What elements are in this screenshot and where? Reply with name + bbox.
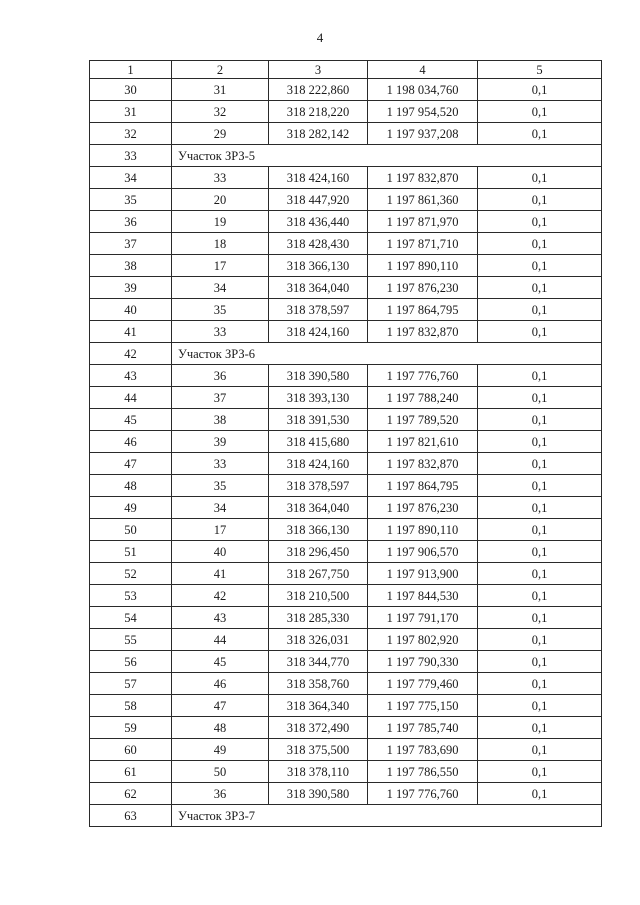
x-coordinate-cell: 318 282,142 (269, 123, 368, 145)
accuracy-cell: 0,1 (478, 629, 602, 651)
point-number-cell: 43 (172, 607, 269, 629)
table-row (90, 541, 602, 563)
x-coordinate-cell: 318 378,597 (269, 475, 368, 497)
accuracy-cell: 0,1 (478, 409, 602, 431)
table-row (90, 717, 602, 739)
row-number-cell: 55 (90, 629, 172, 651)
row-number-cell: 41 (90, 321, 172, 343)
accuracy-cell: 0,1 (478, 585, 602, 607)
table-header-row (90, 61, 602, 79)
row-number-cell: 57 (90, 673, 172, 695)
x-coordinate-cell: 318 366,130 (269, 255, 368, 277)
coordinates-table-body (90, 61, 602, 827)
point-number-cell: 50 (172, 761, 269, 783)
y-coordinate-cell: 1 197 776,760 (368, 783, 478, 805)
accuracy-cell: 0,1 (478, 651, 602, 673)
point-number-cell: 49 (172, 739, 269, 761)
point-number-cell: 32 (172, 101, 269, 123)
y-coordinate-cell: 1 197 790,330 (368, 651, 478, 673)
x-coordinate-cell: 318 428,430 (269, 233, 368, 255)
accuracy-cell: 0,1 (478, 255, 602, 277)
accuracy-cell: 0,1 (478, 717, 602, 739)
page-number: 4 (316, 30, 324, 45)
x-coordinate-cell: 318 296,450 (269, 541, 368, 563)
point-number-cell: 34 (172, 497, 269, 519)
point-number-cell: 35 (172, 475, 269, 497)
table-row (90, 629, 602, 651)
row-number-cell: 39 (90, 277, 172, 299)
accuracy-cell: 0,1 (478, 739, 602, 761)
accuracy-cell: 0,1 (478, 101, 602, 123)
x-coordinate-cell: 318 391,530 (269, 409, 368, 431)
x-coordinate-cell: 318 364,340 (269, 695, 368, 717)
row-number-cell: 58 (90, 695, 172, 717)
y-coordinate-cell: 1 197 890,110 (368, 519, 478, 541)
y-coordinate-cell: 1 197 844,530 (368, 585, 478, 607)
point-number-cell: 48 (172, 717, 269, 739)
point-number-cell: 17 (172, 255, 269, 277)
y-coordinate-cell: 1 197 785,740 (368, 717, 478, 739)
y-coordinate-cell: 1 197 779,460 (368, 673, 478, 695)
point-number-cell: 33 (172, 453, 269, 475)
accuracy-cell: 0,1 (478, 189, 602, 211)
table-row (90, 431, 602, 453)
table-row (90, 409, 602, 431)
row-number-cell: 34 (90, 167, 172, 189)
x-coordinate-cell: 318 326,031 (269, 629, 368, 651)
row-number-cell: 30 (90, 79, 172, 101)
accuracy-cell: 0,1 (478, 299, 602, 321)
accuracy-cell: 0,1 (478, 475, 602, 497)
point-number-cell: 20 (172, 189, 269, 211)
table-row (90, 761, 602, 783)
y-coordinate-cell: 1 197 832,870 (368, 167, 478, 189)
row-number-cell: 32 (90, 123, 172, 145)
section-row (90, 145, 602, 167)
point-number-cell: 19 (172, 211, 269, 233)
header-cell: 3 (269, 61, 368, 79)
row-number-cell: 43 (90, 365, 172, 387)
header-cell: 5 (478, 61, 602, 79)
header-cell: 2 (172, 61, 269, 79)
point-number-cell: 36 (172, 783, 269, 805)
table-row (90, 607, 602, 629)
header-cell: 1 (90, 61, 172, 79)
row-number-cell: 35 (90, 189, 172, 211)
table-row (90, 255, 602, 277)
table-row (90, 651, 602, 673)
x-coordinate-cell: 318 285,330 (269, 607, 368, 629)
point-number-cell: 40 (172, 541, 269, 563)
table-row (90, 189, 602, 211)
coordinates-table (89, 60, 602, 827)
y-coordinate-cell: 1 197 832,870 (368, 321, 478, 343)
row-number-cell: 54 (90, 607, 172, 629)
table-row (90, 79, 602, 101)
row-number-cell: 61 (90, 761, 172, 783)
y-coordinate-cell: 1 197 937,208 (368, 123, 478, 145)
point-number-cell: 31 (172, 79, 269, 101)
table-row (90, 673, 602, 695)
accuracy-cell: 0,1 (478, 79, 602, 101)
table-row (90, 211, 602, 233)
row-number-cell: 60 (90, 739, 172, 761)
table-row (90, 233, 602, 255)
row-number-cell: 37 (90, 233, 172, 255)
x-coordinate-cell: 318 344,770 (269, 651, 368, 673)
row-number-cell: 47 (90, 453, 172, 475)
x-coordinate-cell: 318 390,580 (269, 365, 368, 387)
row-number-cell: 44 (90, 387, 172, 409)
point-number-cell: 41 (172, 563, 269, 585)
y-coordinate-cell: 1 197 913,900 (368, 563, 478, 585)
accuracy-cell: 0,1 (478, 431, 602, 453)
accuracy-cell: 0,1 (478, 673, 602, 695)
y-coordinate-cell: 1 197 906,570 (368, 541, 478, 563)
accuracy-cell: 0,1 (478, 365, 602, 387)
x-coordinate-cell: 318 424,160 (269, 321, 368, 343)
y-coordinate-cell: 1 197 871,710 (368, 233, 478, 255)
table-row (90, 101, 602, 123)
section-row (90, 343, 602, 365)
y-coordinate-cell: 1 197 776,760 (368, 365, 478, 387)
point-number-cell: 18 (172, 233, 269, 255)
row-number-cell: 42 (90, 343, 172, 365)
x-coordinate-cell: 318 222,860 (269, 79, 368, 101)
row-number-cell: 63 (90, 805, 172, 827)
x-coordinate-cell: 318 378,110 (269, 761, 368, 783)
x-coordinate-cell: 318 210,500 (269, 585, 368, 607)
point-number-cell: 47 (172, 695, 269, 717)
point-number-cell: 33 (172, 321, 269, 343)
row-number-cell: 53 (90, 585, 172, 607)
x-coordinate-cell: 318 436,440 (269, 211, 368, 233)
x-coordinate-cell: 318 267,750 (269, 563, 368, 585)
row-number-cell: 59 (90, 717, 172, 739)
table-row (90, 695, 602, 717)
row-number-cell: 52 (90, 563, 172, 585)
accuracy-cell: 0,1 (478, 519, 602, 541)
x-coordinate-cell: 318 366,130 (269, 519, 368, 541)
row-number-cell: 48 (90, 475, 172, 497)
y-coordinate-cell: 1 197 876,230 (368, 277, 478, 299)
row-number-cell: 38 (90, 255, 172, 277)
accuracy-cell: 0,1 (478, 541, 602, 563)
accuracy-cell: 0,1 (478, 783, 602, 805)
row-number-cell: 45 (90, 409, 172, 431)
y-coordinate-cell: 1 197 864,795 (368, 475, 478, 497)
x-coordinate-cell: 318 378,597 (269, 299, 368, 321)
y-coordinate-cell: 1 197 861,360 (368, 189, 478, 211)
y-coordinate-cell: 1 197 821,610 (368, 431, 478, 453)
point-number-cell: 44 (172, 629, 269, 651)
x-coordinate-cell: 318 372,490 (269, 717, 368, 739)
x-coordinate-cell: 318 218,220 (269, 101, 368, 123)
row-number-cell: 31 (90, 101, 172, 123)
table-row (90, 365, 602, 387)
table-row (90, 123, 602, 145)
section-title: Участок ЗРЗ-5 (172, 145, 602, 167)
point-number-cell: 42 (172, 585, 269, 607)
row-number-cell: 46 (90, 431, 172, 453)
y-coordinate-cell: 1 197 871,970 (368, 211, 478, 233)
table-row (90, 783, 602, 805)
point-number-cell: 34 (172, 277, 269, 299)
table-row (90, 167, 602, 189)
x-coordinate-cell: 318 393,130 (269, 387, 368, 409)
y-coordinate-cell: 1 197 789,520 (368, 409, 478, 431)
x-coordinate-cell: 318 415,680 (269, 431, 368, 453)
accuracy-cell: 0,1 (478, 233, 602, 255)
table-row (90, 475, 602, 497)
y-coordinate-cell: 1 197 864,795 (368, 299, 478, 321)
table-row (90, 453, 602, 475)
point-number-cell: 36 (172, 365, 269, 387)
x-coordinate-cell: 318 447,920 (269, 189, 368, 211)
point-number-cell: 39 (172, 431, 269, 453)
x-coordinate-cell: 318 364,040 (269, 497, 368, 519)
accuracy-cell: 0,1 (478, 695, 602, 717)
y-coordinate-cell: 1 198 034,760 (368, 79, 478, 101)
x-coordinate-cell: 318 358,760 (269, 673, 368, 695)
point-number-cell: 46 (172, 673, 269, 695)
x-coordinate-cell: 318 364,040 (269, 277, 368, 299)
table-row (90, 321, 602, 343)
header-cell: 4 (368, 61, 478, 79)
row-number-cell: 49 (90, 497, 172, 519)
section-title: Участок ЗРЗ-7 (172, 805, 602, 827)
accuracy-cell: 0,1 (478, 761, 602, 783)
table-row (90, 585, 602, 607)
y-coordinate-cell: 1 197 954,520 (368, 101, 478, 123)
row-number-cell: 62 (90, 783, 172, 805)
section-title: Участок ЗРЗ-6 (172, 343, 602, 365)
y-coordinate-cell: 1 197 876,230 (368, 497, 478, 519)
point-number-cell: 29 (172, 123, 269, 145)
y-coordinate-cell: 1 197 775,150 (368, 695, 478, 717)
row-number-cell: 56 (90, 651, 172, 673)
accuracy-cell: 0,1 (478, 453, 602, 475)
y-coordinate-cell: 1 197 786,550 (368, 761, 478, 783)
point-number-cell: 38 (172, 409, 269, 431)
y-coordinate-cell: 1 197 783,690 (368, 739, 478, 761)
accuracy-cell: 0,1 (478, 563, 602, 585)
accuracy-cell: 0,1 (478, 387, 602, 409)
accuracy-cell: 0,1 (478, 607, 602, 629)
table-row (90, 497, 602, 519)
accuracy-cell: 0,1 (478, 211, 602, 233)
y-coordinate-cell: 1 197 890,110 (368, 255, 478, 277)
row-number-cell: 36 (90, 211, 172, 233)
table-row (90, 739, 602, 761)
point-number-cell: 17 (172, 519, 269, 541)
y-coordinate-cell: 1 197 791,170 (368, 607, 478, 629)
point-number-cell: 35 (172, 299, 269, 321)
row-number-cell: 51 (90, 541, 172, 563)
x-coordinate-cell: 318 424,160 (269, 453, 368, 475)
x-coordinate-cell: 318 424,160 (269, 167, 368, 189)
accuracy-cell: 0,1 (478, 497, 602, 519)
x-coordinate-cell: 318 375,500 (269, 739, 368, 761)
row-number-cell: 40 (90, 299, 172, 321)
table-row (90, 519, 602, 541)
table-row (90, 277, 602, 299)
table-row (90, 387, 602, 409)
point-number-cell: 33 (172, 167, 269, 189)
y-coordinate-cell: 1 197 802,920 (368, 629, 478, 651)
y-coordinate-cell: 1 197 788,240 (368, 387, 478, 409)
y-coordinate-cell: 1 197 832,870 (368, 453, 478, 475)
table-row (90, 563, 602, 585)
accuracy-cell: 0,1 (478, 277, 602, 299)
section-row (90, 805, 602, 827)
x-coordinate-cell: 318 390,580 (269, 783, 368, 805)
point-number-cell: 45 (172, 651, 269, 673)
accuracy-cell: 0,1 (478, 167, 602, 189)
table-row (90, 299, 602, 321)
row-number-cell: 33 (90, 145, 172, 167)
accuracy-cell: 0,1 (478, 321, 602, 343)
row-number-cell: 50 (90, 519, 172, 541)
point-number-cell: 37 (172, 387, 269, 409)
accuracy-cell: 0,1 (478, 123, 602, 145)
